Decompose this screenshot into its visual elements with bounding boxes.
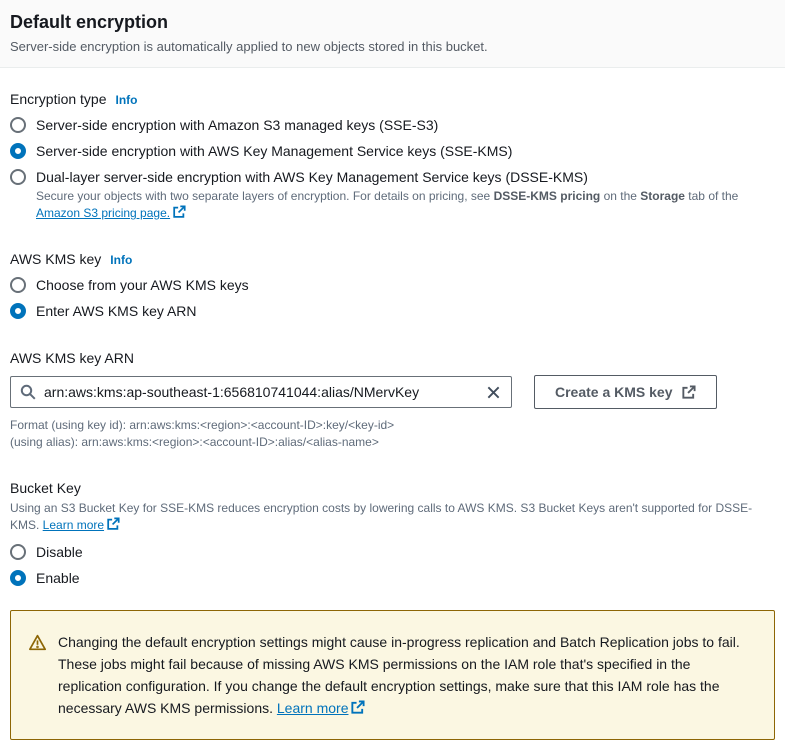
radio-button[interactable] bbox=[10, 277, 26, 293]
bucket-key-desc-text: Using an S3 Bucket Key for SSE-KMS reduces encryption costs by lowering calls to AWS KMS. S3 Bucket Keys aren't supported for DSSE-KMS. bbox=[10, 501, 753, 532]
dsse-desc-text: Secure your objects with two separate layers of encryption. For details on pricing, see bbox=[36, 189, 494, 203]
dsse-desc-text: tab of the bbox=[684, 189, 739, 203]
kms-arn-input[interactable] bbox=[44, 384, 484, 400]
radio-button[interactable] bbox=[10, 117, 26, 133]
dsse-kms-description bbox=[36, 188, 759, 222]
radio-button[interactable] bbox=[10, 169, 26, 185]
radio-button-selected[interactable] bbox=[10, 570, 26, 586]
page-description: Server-side encryption is automatically applied to new objects stored in this bucket. bbox=[10, 39, 488, 54]
external-link-icon bbox=[681, 385, 696, 400]
kms-arn-format-hint bbox=[10, 417, 775, 451]
warning-message-text: Changing the default encryption settings might cause in-progress replication and Batch Replication jobs to fail. These jobs might fail because of missing AWS KMS permissions on the IAM role that's specified in the replication configuration. If you change the default encryption settings, make sure that this IAM role has the necessary AWS KMS permissions. bbox=[58, 634, 740, 716]
kms-key-info-link[interactable]: Info bbox=[110, 253, 133, 267]
radio-option-bucket-key-disable[interactable] bbox=[10, 544, 775, 560]
kms-key-label: AWS KMS key bbox=[10, 251, 102, 267]
bucket-key-description bbox=[10, 500, 767, 534]
clear-input-button[interactable] bbox=[484, 383, 503, 402]
bucket-key-label: Bucket Key bbox=[10, 480, 81, 496]
radio-option-label: Enter AWS KMS key ARN bbox=[36, 303, 197, 319]
warning-alert bbox=[10, 610, 775, 740]
radio-button-selected[interactable] bbox=[10, 303, 26, 319]
encryption-type-label: Encryption type bbox=[10, 91, 107, 107]
radio-option-label: Server-side encryption with AWS Key Management Service keys (SSE-KMS) bbox=[36, 143, 513, 159]
external-link-icon bbox=[172, 205, 186, 219]
radio-option-label: Disable bbox=[36, 544, 83, 560]
s3-pricing-page-link[interactable]: Amazon S3 pricing page. bbox=[36, 206, 171, 220]
radio-option-bucket-key-enable[interactable] bbox=[10, 570, 775, 586]
bucket-key-learn-more-link[interactable]: Learn more bbox=[42, 518, 105, 532]
radio-option-choose-kms-key[interactable] bbox=[10, 277, 775, 293]
external-link-icon bbox=[350, 700, 365, 715]
dsse-pricing-bold: DSSE-KMS pricing bbox=[493, 189, 601, 203]
search-icon bbox=[20, 384, 36, 400]
external-link-icon bbox=[106, 517, 120, 531]
radio-option-label: Server-side encryption with Amazon S3 managed keys (SSE-S3) bbox=[36, 117, 439, 133]
create-kms-key-button-label: Create a KMS key bbox=[555, 384, 673, 400]
warning-learn-more-link[interactable]: Learn more bbox=[276, 700, 349, 716]
radio-button[interactable] bbox=[10, 544, 26, 560]
radio-option-sse-s3[interactable] bbox=[10, 117, 775, 133]
format-line-key-id: Format (using key id): arn:aws:kms:<region>:<account-ID>:key/<key-id> bbox=[10, 418, 395, 432]
kms-arn-field-label: AWS KMS key ARN bbox=[10, 350, 134, 366]
radio-button-selected[interactable] bbox=[10, 143, 26, 159]
format-line-alias: (using alias): arn:aws:kms:<region>:<account-ID>:alias/<alias-name> bbox=[10, 435, 379, 449]
create-kms-key-button[interactable] bbox=[534, 375, 717, 409]
warning-icon bbox=[29, 631, 46, 719]
warning-message bbox=[58, 631, 758, 719]
radio-option-sse-kms[interactable] bbox=[10, 143, 775, 159]
close-icon bbox=[486, 385, 501, 400]
radio-option-label: Choose from your AWS KMS keys bbox=[36, 277, 249, 293]
dsse-storage-bold: Storage bbox=[640, 189, 685, 203]
radio-option-enter-kms-arn[interactable] bbox=[10, 303, 775, 319]
radio-option-dsse-kms[interactable] bbox=[10, 169, 775, 185]
kms-arn-input-box bbox=[10, 376, 512, 408]
radio-option-label: Dual-layer server-side encryption with AWS Key Management Service keys (DSSE-KMS) bbox=[36, 169, 588, 185]
dsse-desc-text: on the bbox=[600, 189, 641, 203]
panel-header bbox=[0, 0, 785, 68]
radio-option-label: Enable bbox=[36, 570, 80, 586]
page-title: Default encryption bbox=[10, 12, 169, 32]
encryption-type-info-link[interactable]: Info bbox=[115, 93, 138, 107]
